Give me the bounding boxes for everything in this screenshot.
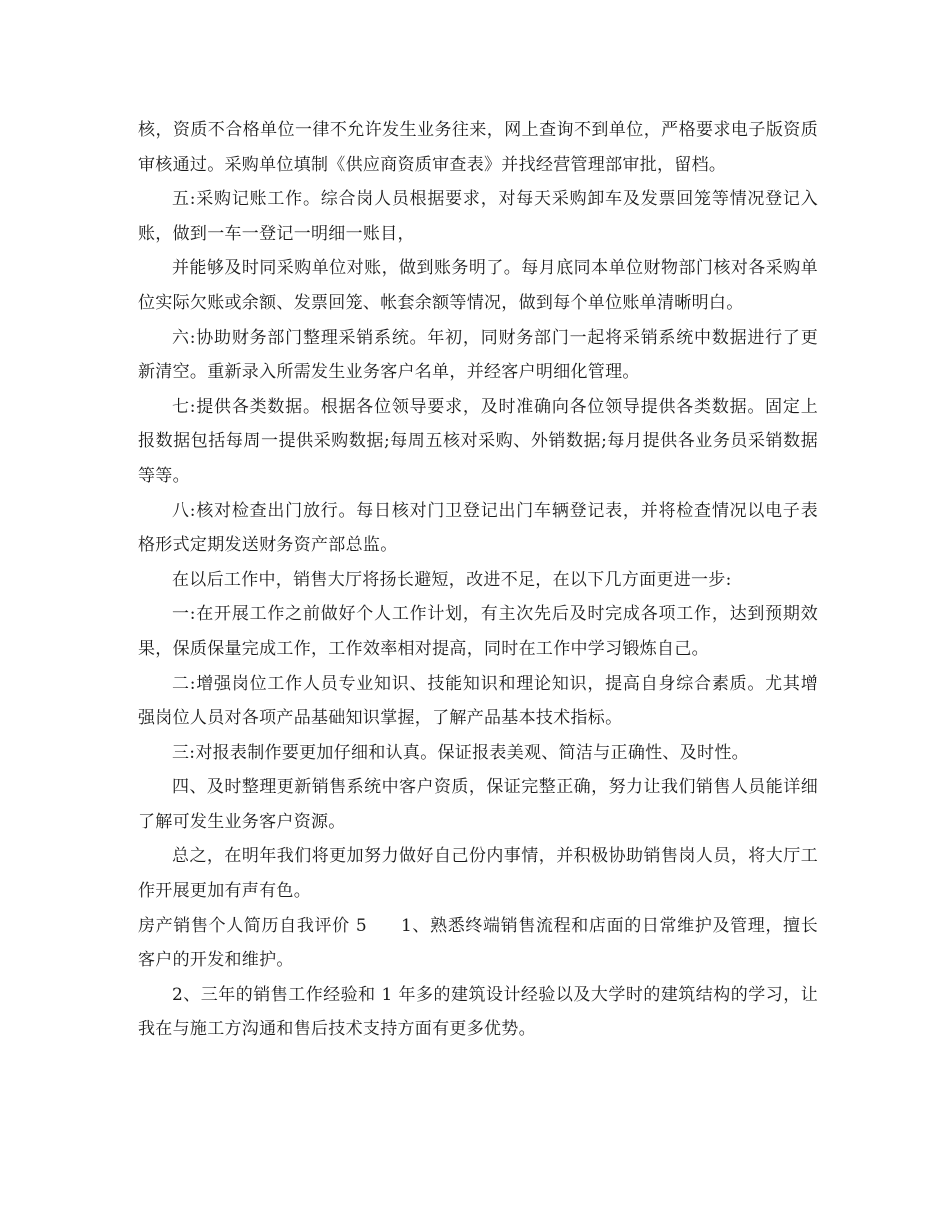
paragraph-qualification-review: 核，资质不合格单位一律不允许发生业务往来，网上查询不到单位，严格要求电子版资质审核通过。采购单位填制《供应商资质审查表》并找经营管理部审批，留档。 <box>138 120 818 175</box>
section-first-item: 1、熟悉终端销售流程和店面的日常维护及管理，擅长客户的开发和维护。 <box>138 915 819 971</box>
paragraph-item-8: 八:核对检查出门放行。每日核对门卫登记出门车辆登记表，并将检查情况以电子表格形式定期发送财务资产部总监。 <box>138 500 818 556</box>
paragraph-conclusion: 总之，在明年我们将更加努力做好自己份内事情，并积极协助销售岗人员，将大厅工作开展更加有声有色。 <box>138 846 818 902</box>
section-line <box>138 909 818 978</box>
section-heading: 房产销售个人简历自我评价 5 <box>138 915 367 936</box>
paragraph-reconciliation: 并能够及时同采购单位对账，做到账务明了。每月底同本单位财物部门核对各采购单位实际欠账或余额、发票回笼、帐套余额等情况，做到每个单位账单清晰明白。 <box>138 258 818 313</box>
paragraph-improvement-1: 一:在开展工作之前做好个人工作计划，有主次先后及时完成各项工作，达到预期效果，保质保量完成工作，工作效率相对提高，同时在工作中学习锻炼自己。 <box>138 604 818 659</box>
paragraph-improvement-intro: 在以后工作中，销售大厅将扬长避短，改进不足，在以下几方面更进一步: <box>172 569 732 590</box>
document-body <box>138 113 818 1047</box>
paragraph-experience: 2、三年的销售工作经验和 1 年多的建筑设计经验以及大学时的建筑结构的学习，让我在与施工方沟通和售后技术支持方面有更多优势。 <box>138 984 818 1040</box>
paragraph-improvement-3: 三:对报表制作要更加仔细和认真。保证报表美观、简洁与正确性、及时性。 <box>172 742 749 763</box>
paragraph-item-6: 六:协助财务部门整理采销系统。年初，同财务部门一起将采销系统中数据进行了更新清空。重新录入所需发生业务客户名单，并经客户明细化管理。 <box>138 327 818 383</box>
paragraph-improvement-2: 二:增强岗位工作人员专业知识、技能知识和理论知识，提高自身综合素质。尤其增强岗位人员对各项产品基础知识掌握，了解产品基本技术指标。 <box>138 673 818 729</box>
paragraph-improvement-4: 四、及时整理更新销售系统中客户资质，保证完整正确，努力让我们销售人员能详细了解可发生业务客户资源。 <box>138 777 818 832</box>
paragraph-item-5: 五:采购记账工作。综合岗人员根据要求，对每天采购卸车及发票回笼等情况登记入账，做到一车一登记一明细一账目， <box>138 189 818 244</box>
paragraph-item-7: 七:提供各类数据。根据各位领导要求，及时准确向各位领导提供各类数据。固定上报数据包括每周一提供采购数据;每周五核对采购、外销数据;每月提供各业务员采销数据等等。 <box>138 396 818 486</box>
